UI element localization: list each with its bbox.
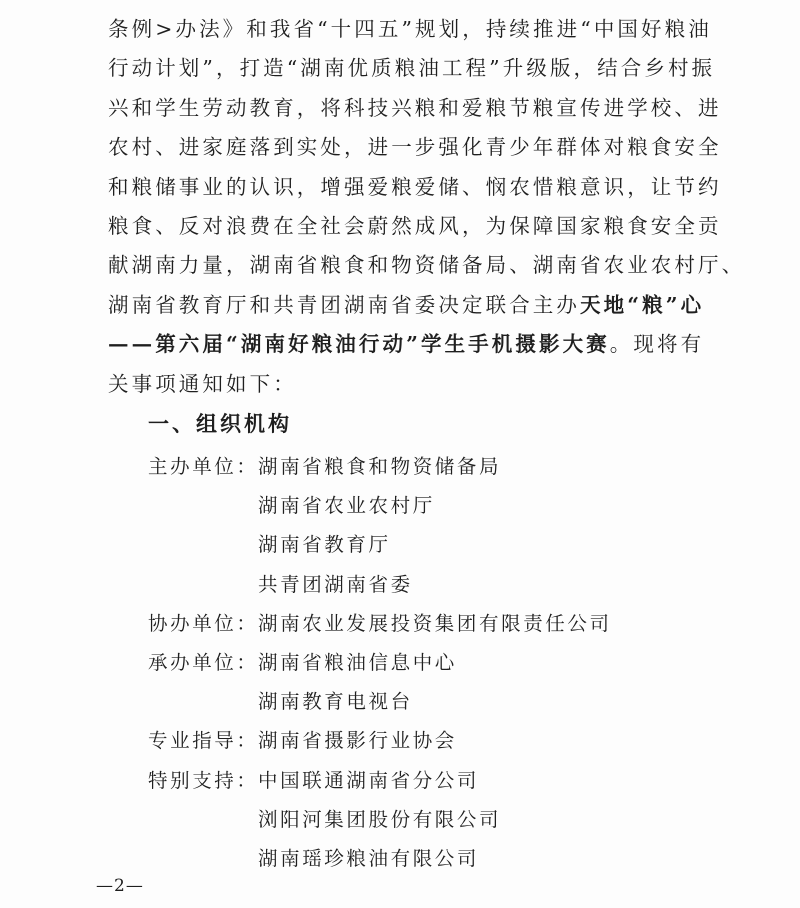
- org-label: 协办单位：: [148, 611, 259, 635]
- org-value: 湖南省摄影行业协会: [258, 729, 457, 753]
- org-value: 中国联通湖南省分公司: [258, 768, 480, 792]
- paragraph-line: [108, 325, 705, 364]
- event-title-part1: 天地“粮”心: [580, 292, 705, 317]
- org-row: [148, 682, 708, 721]
- org-label: 主办单位：: [148, 455, 259, 478]
- paragraph-line: 献湖南力量，湖南省粮食和物资储备局、湖南省农业农村厅、: [108, 253, 746, 278]
- org-value: 湖南省农业农村厅: [258, 494, 435, 518]
- section-heading: 一、组织机构: [148, 412, 292, 436]
- org-value: 共青团湖南省委: [258, 572, 413, 596]
- paragraph-line: 条例>办法》和我省“十四五”规划，持续推进“中国好粮油: [108, 17, 712, 41]
- org-value: 湖南瑶珍粮油有限公司: [258, 846, 480, 870]
- paragraph-line: 粮食、反对浪费在全社会蔚然成风，为保障国家粮食安全贡: [108, 214, 722, 239]
- org-row: [148, 643, 708, 682]
- org-row: [148, 604, 708, 643]
- paragraph-line: 行动计划”，打造“湖南优质粮油工程”升级版，结合乡村振: [108, 56, 716, 81]
- event-title-part2: ——第六届“湖南好粮油行动”学生手机摄影大赛: [108, 332, 610, 357]
- org-value: 湖南省粮食和物资储备局: [258, 455, 502, 478]
- org-row: [148, 721, 708, 760]
- org-value: 浏阳河集团股份有限公司: [258, 807, 502, 831]
- organizer-text: 湖南省教育厅和共青团湖南省委决定联合主办: [108, 292, 580, 317]
- notice-text: 。现将有: [609, 332, 705, 357]
- paragraph-line: [108, 286, 705, 325]
- org-value: 湖南省粮油信息中心: [258, 650, 457, 674]
- paragraph-line: 关事项通知如下：: [108, 371, 297, 396]
- org-row: [148, 447, 708, 486]
- paragraph-line: 农村、进家庭落到实处，进一步强化青少年群体对粮食安全: [108, 135, 722, 160]
- org-row: [148, 800, 708, 839]
- org-value: 湖南教育电视台: [258, 690, 413, 714]
- body-paragraph: [108, 10, 746, 404]
- organization-list: [148, 447, 708, 878]
- org-row: [148, 761, 708, 800]
- paragraph-line: 和粮储事业的认识，增强爱粮爱储、悯农惜粮意识，让节约: [108, 174, 722, 199]
- org-row: [148, 486, 708, 525]
- org-row: [148, 839, 708, 878]
- page-number: —2—: [96, 876, 144, 896]
- org-label: 承办单位：: [148, 650, 259, 674]
- org-label: 特别支持：: [148, 768, 259, 792]
- paragraph-line: 兴和学生劳动教育，将科技兴粮和爱粮节粮宣传进学校、进: [108, 95, 722, 120]
- org-row: [148, 565, 708, 604]
- org-value: 湖南省教育厅: [258, 533, 391, 557]
- org-value: 湖南农业发展投资集团有限责任公司: [258, 611, 612, 635]
- org-label: 专业指导：: [148, 729, 259, 753]
- org-row: [148, 525, 708, 564]
